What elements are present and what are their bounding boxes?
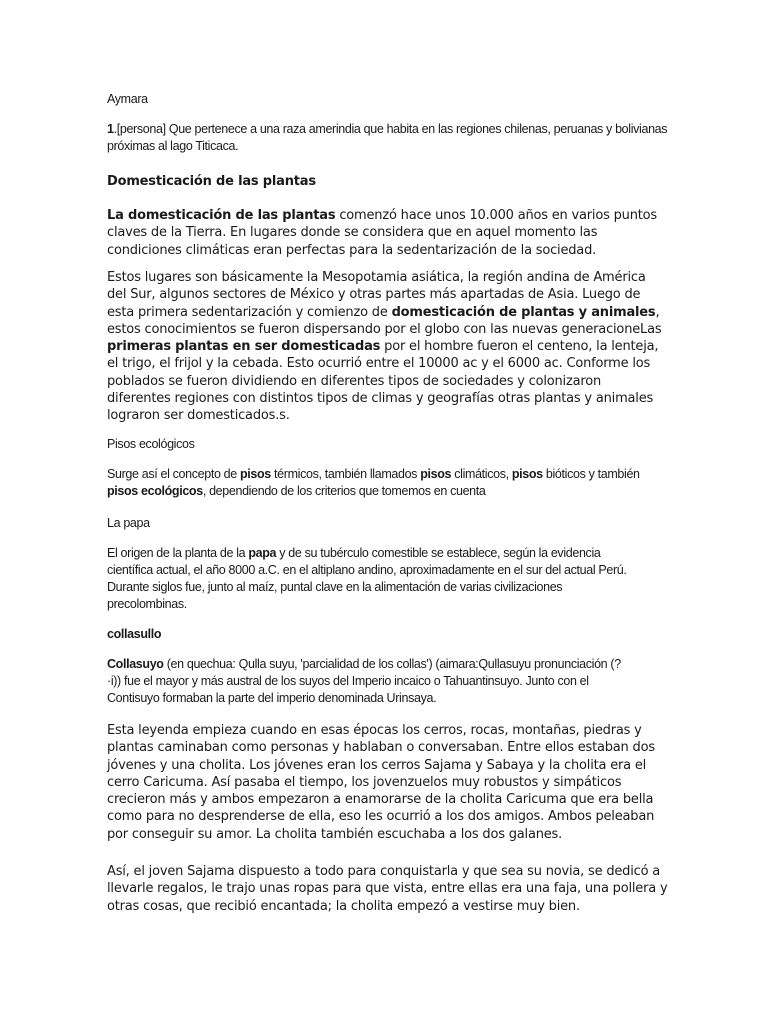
definition-number: 1	[107, 122, 114, 136]
papa-heading: La papa	[107, 516, 150, 530]
pisos-paragraph	[107, 466, 647, 500]
pisos-bold-1: pisos	[240, 467, 271, 481]
pisos-text-1: Surge así el concepto de	[107, 467, 241, 481]
definition-paragraph	[107, 121, 687, 155]
domestication-paragraph-2	[107, 269, 663, 425]
papa-text-2: y de su tubérculo comestible se establece, según la evidencia científica actual, el año 8000 a.C. en el altiplano andino, aproximadamente en el sur del actual Perú. Durante siglos fue, junto al maíz, puntal clave en la alimentación de varias civilizaciones precolombinas.	[107, 546, 627, 611]
domestication-bold-lead: La domesticación de las plantas	[107, 208, 336, 223]
leyenda-paragraph-1: Esta leyenda empieza cuando en esas épocas los cerros, rocas, montañas, piedras y plantas caminaban como personas y hablaban o conversaban. Entre ellos estaban dos jóvenes y una cholita. Los jóvenes eran los cerros Sajama y Sabaya y la cholita era el cerro Caricuma. Así pasaba el tiempo, los jovenzuelos muy robustos y simpáticos crecieron más y ambos empezaron a enamorarse de la cholita Caricuma que era bella como para no desprenderse de ella, eso les ocurrió a los dos amigos. Ambos peleaban por conseguir su amor. La cholita también escuchaba a los dos galanes.	[107, 723, 655, 842]
domestication-heading: Domesticación de las plantas	[107, 174, 316, 189]
pisos-bold-4: pisos ecológicos	[107, 484, 203, 498]
domestication-p1-text: comenzó hace unos 10.000 años en varios puntos claves de la Tierra. En lugares donde se considera que en aquel momento las condiciones climáticas eran perfectas para la sedentarización de la sociedad.	[107, 208, 657, 258]
pisos-heading: Pisos ecológicos	[107, 437, 195, 451]
domestication-p2-text-a: Estos lugares son básicamente la Mesopotamia asiática, la región andina de América del Sur, algunos sectores de México y otras partes más apartadas de Asia. Luego de esta primera sedentarización y comienzo de	[107, 270, 646, 320]
collasuyo-bold: Collasuyo	[107, 657, 164, 671]
domestication-p2-bold-1: domesticación de plantas y animales	[391, 304, 656, 320]
leyenda-paragraph-2: Así, el joven Sajama dispuesto a todo para conquistarla y que sea su novia, se dedicó a llevarle regalos, le trajo unas ropas para que vista, entre ellas era una faja, una pollera y otras cosas, que recibió encantada; la cholita empezó a vestirse muy bien.	[107, 864, 668, 914]
pisos-text-4: bióticos y también	[542, 467, 640, 481]
papa-text-1: El origen de la planta de la	[107, 546, 249, 560]
domestication-p2-text-d: por el hombre fueron el centeno, la lenteja, el trigo, el frijol y la cebada. Esto ocurrió entre el 10000 ac y el 6000 ac. Conforme los poblados se fueron dividiendo en diferentes tipos de sociedades y colonizaron diferentes regiones con distintos tipos de climas y geografías otras plantas y animales lograron ser domesticados.s.	[107, 339, 659, 424]
domestication-paragraph-1	[107, 207, 663, 259]
pisos-bold-3: pisos	[511, 467, 543, 481]
collasuyo-paragraph	[107, 656, 635, 707]
pisos-text-5: , dependiendo de los criterios que tomemos en cuenta	[202, 484, 486, 498]
papa-bold: papa	[248, 546, 277, 560]
doc-title: Aymara	[107, 92, 148, 106]
pisos-text-3: climáticos,	[451, 467, 512, 481]
collasuyo-text: (en quechua: Qulla suyu, 'parcialidad de los collas') (aimara:Qullasuyu pronunciación (? ·i)) fue el mayor y más austral de los suyos del Imperio incaico o Tahuantinsuyo. Junto con el Contisuyo formaban la parte del imperio denominada Urinsaya.	[107, 657, 621, 705]
domestication-p2-bold-2: primeras plantas en ser domesticadas	[107, 339, 381, 355]
pisos-text-2: térmicos, también llamados	[270, 467, 421, 481]
pisos-bold-2: pisos	[420, 467, 452, 481]
definition-text: .[persona] Que pertenece a una raza amerindia que habita en las regiones chilenas, peruanas y bolivianas próximas al lago Titicaca.	[107, 122, 668, 153]
domestication-p2-text-c: , estos conocimientos se fueron dispersando por el globo con las nuevas generacioneLas	[107, 304, 662, 337]
papa-paragraph	[107, 545, 629, 613]
collasullo-heading: collasullo	[107, 627, 162, 641]
